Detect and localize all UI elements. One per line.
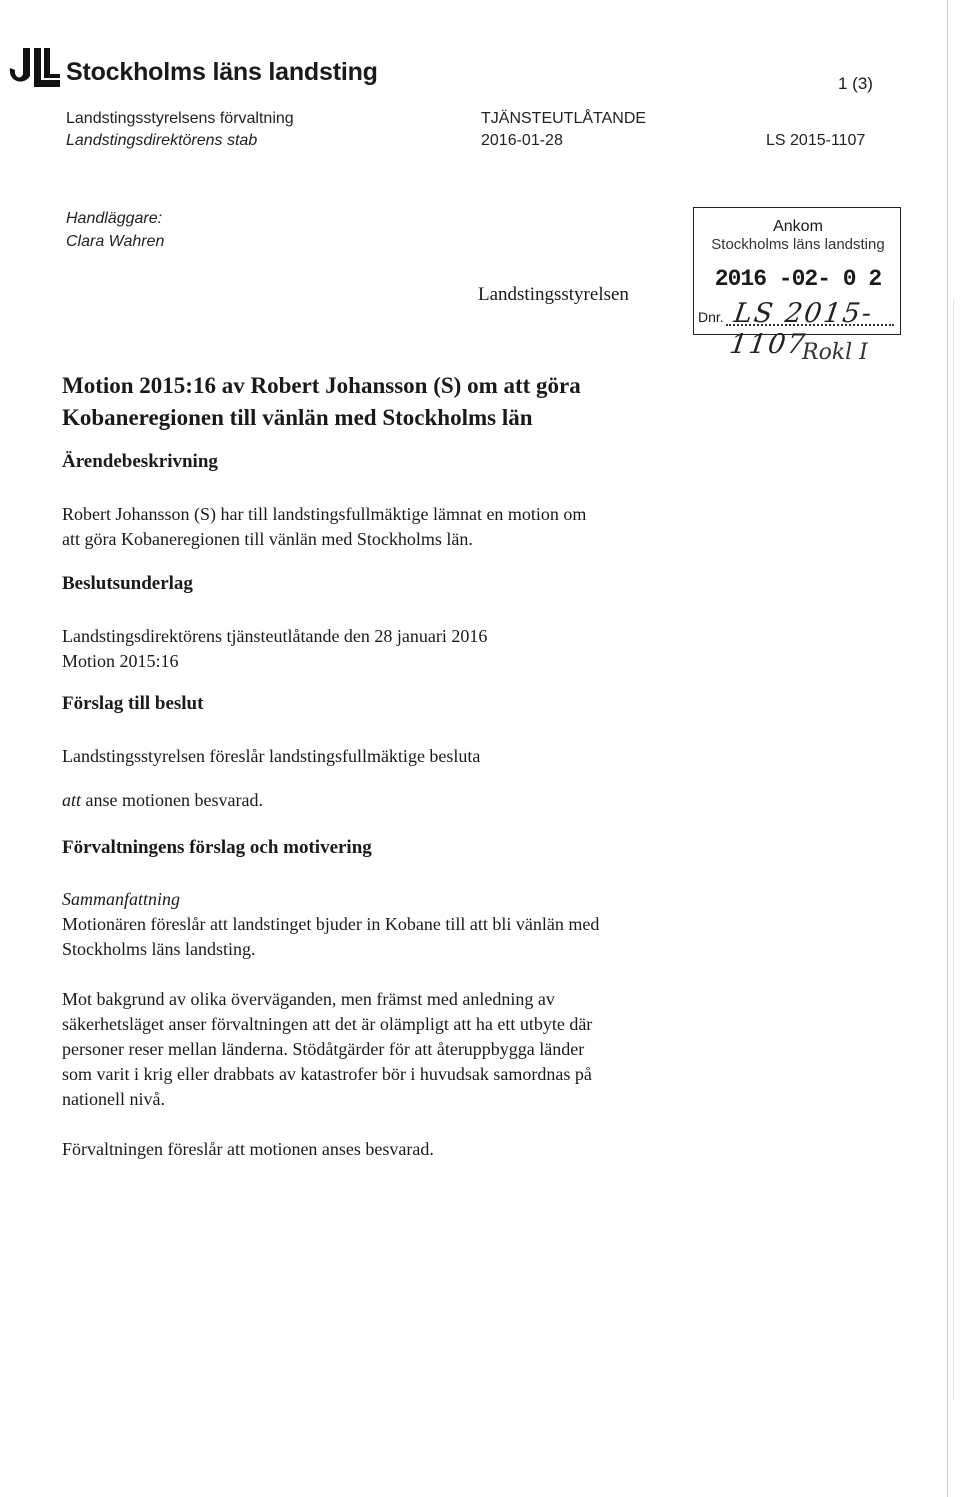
document-title xyxy=(62,370,762,434)
stamp-date: 2016 -02- 0 2 xyxy=(714,266,882,292)
sll-logo-icon xyxy=(6,38,62,94)
beslutsunderlag-line-1: Landstingsdirektörens tjänsteutlåtande den 28 januari 2016 xyxy=(62,626,488,646)
arende-text-line-2: att göra Kobaneregionen till vänlän med Stockholms län. xyxy=(62,529,473,549)
forslag-att-clause xyxy=(62,788,263,813)
forslag-text: Landstingsstyrelsen föreslår landstingsfullmäktige besluta xyxy=(62,746,481,766)
final-proposal: Förvaltningen föreslår att motionen anses besvarad. xyxy=(62,1139,434,1159)
title-line-2: Kobaneregionen till vänlän med Stockholms län xyxy=(62,405,533,430)
stamp-dnr-handwritten: LS 2015-1107 xyxy=(727,298,876,360)
page-number: 1 (3) xyxy=(838,74,873,93)
sammanfattning-heading: Sammanfattning xyxy=(62,889,181,909)
org-name: Stockholms läns landsting xyxy=(66,58,378,86)
arende-heading: Ärendebeskrivning xyxy=(62,451,218,472)
beslutsunderlag-line-2: Motion 2015:16 xyxy=(62,651,179,671)
sammanfattning-line-2: Stockholms läns landsting. xyxy=(62,939,256,959)
reference-number: LS 2015-1107 xyxy=(766,132,866,149)
department-name: Landstingsstyrelsens förvaltning xyxy=(66,110,294,127)
handwritten-note: Rokl I xyxy=(802,340,868,365)
att-clause-text: anse motionen besvarad. xyxy=(81,790,263,810)
motivering-line-4: som varit i krig eller drabbats av katastrofer bör i huvudsak samordnas på xyxy=(62,1064,592,1084)
motivering-line-2: säkerhetsläget anser förvaltningen att det är olämpligt att ha ett utbyte där xyxy=(62,1014,593,1034)
att-word: att xyxy=(62,790,82,810)
motivering-line-5: nationell nivå. xyxy=(62,1089,165,1109)
stamp-dnr-label: Dnr. xyxy=(698,309,724,325)
document-type: TJÄNSTEUTLÅTANDE xyxy=(481,110,647,127)
handler-name: Clara Wahren xyxy=(66,233,165,250)
stamp-organization: Stockholms läns landsting xyxy=(711,236,885,253)
motivering-line-1: Mot bakgrund av olika överväganden, men främst med anledning av xyxy=(62,989,555,1009)
scan-edge xyxy=(947,0,948,1497)
handler-label: Handläggare: xyxy=(66,210,163,227)
scan-edge-faint xyxy=(953,300,954,1400)
forslag-heading: Förslag till beslut xyxy=(62,693,204,714)
forvaltningens-heading: Förvaltningens förslag och motivering xyxy=(62,837,372,858)
motivering-line-3: personer reser mellan länderna. Stödåtgärder för att återuppbygga länder xyxy=(62,1039,585,1059)
arende-text-line-1: Robert Johansson (S) har till landstingsfullmäktige lämnat en motion om xyxy=(62,504,587,524)
document-date: 2016-01-28 xyxy=(481,132,563,149)
recipient: Landstingsstyrelsen xyxy=(478,284,629,305)
title-line-1: Motion 2015:16 av Robert Johansson (S) om att göra xyxy=(62,373,581,398)
beslutsunderlag-heading: Beslutsunderlag xyxy=(62,573,193,594)
stamp-ankom: Ankom xyxy=(773,218,823,235)
sub-department-name: Landstingsdirektörens stab xyxy=(66,132,258,149)
sammanfattning-line-1: Motionären föreslår att landstinget bjuder in Kobane till att bli vänlän med xyxy=(62,914,600,934)
